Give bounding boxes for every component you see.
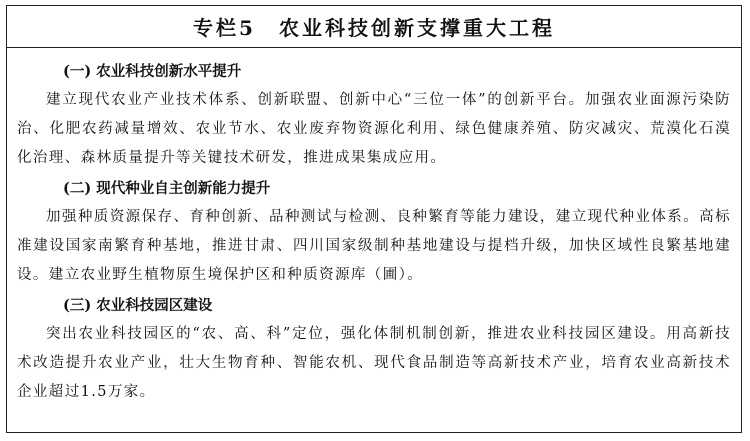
section-heading: (一) 农业科技创新水平提升 [63, 63, 242, 80]
section-paragraph: 突出农业科技园区的“农、高、科”定位，强化体制机制创新，推进农业科技园区建设。用高新技术改造提升农业产业，壮大生物育种、智能农机、现代食品制造等高新技术产业，培育农业高新技术企业超过1.5万家。 [17, 326, 731, 400]
feature-box [6, 5, 742, 433]
section-paragraph: 建立现代农业产业技术体系、创新联盟、创新中心“三位一体”的创新平台。加强农业面源污染防治、化肥农药减量增效、农业节水、农业废弃物资源化利用、绿色健康养殖、防灾减灾、荒漠化石漠化治理、森林质量提升等关键技术研发，推进成果集成应用。 [17, 92, 731, 166]
section-1 [17, 58, 731, 173]
section-paragraph: 加强种质资源保存、育种创新、品种测试与检测、良种繁育等能力建设，建立现代种业体系。高标准建设国家南繁育种基地，推进甘肃、四川国家级制种基地建设与提档升级，加快区域性良繁基地建设。建立农业野生植物原生境保护区和种质资源库（圃）。 [17, 209, 731, 283]
section-heading: (三) 农业科技园区建设 [63, 297, 213, 314]
box-title: 专栏5 农业科技创新支撑重大工程 [193, 16, 555, 40]
section-3 [17, 292, 731, 407]
box-content [7, 48, 741, 407]
section-2 [17, 175, 731, 290]
title-bar [7, 6, 741, 48]
section-heading: (二) 现代种业自主创新能力提升 [63, 180, 271, 197]
